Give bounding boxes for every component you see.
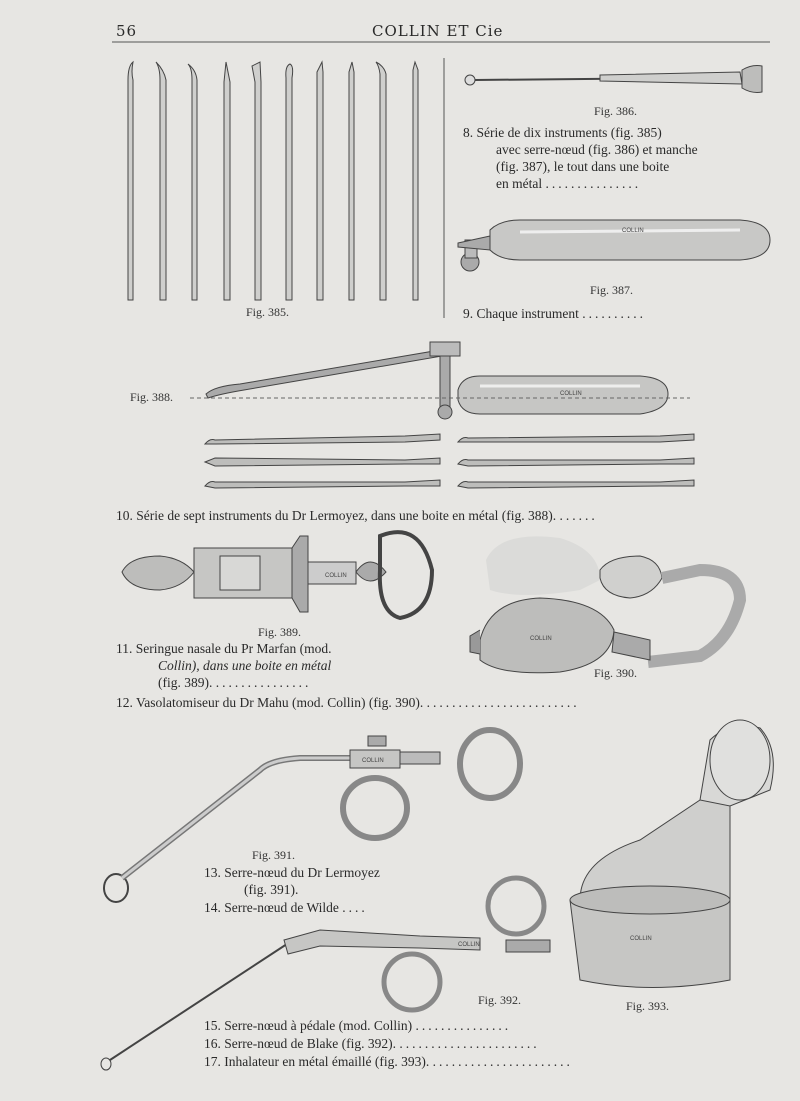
item-14-text: 14. Serre-nœud de Wilde xyxy=(204,900,339,915)
svg-text:COLLIN: COLLIN xyxy=(458,942,480,948)
item-9-leader: .......... xyxy=(582,306,646,321)
item-8-line-3: (fig. 387), le tout dans une boite xyxy=(496,159,670,174)
item-14-leader: .... xyxy=(342,900,368,915)
caption-fig-385: Fig. 385. xyxy=(246,305,290,319)
fig-393-inhaler xyxy=(570,720,773,988)
item-16 xyxy=(204,1035,540,1052)
item-12 xyxy=(116,694,580,711)
svg-text:COLLIN: COLLIN xyxy=(560,391,582,397)
item-14 xyxy=(204,899,368,916)
svg-text:COLLIN: COLLIN xyxy=(622,228,644,234)
item-13-line-2 xyxy=(244,881,298,898)
caption-fig-389: Fig. 389. xyxy=(258,625,302,639)
item-11-leader: ............... xyxy=(215,675,312,690)
page-number: 56 xyxy=(116,22,138,40)
item-17 xyxy=(204,1053,573,1070)
item-9-text: 9. Chaque instrument xyxy=(463,306,579,321)
item-15 xyxy=(204,1017,511,1034)
item-10-text: 10. Série de sept instruments du Dr Lermoyez, dans une boite en métal (fig. 388). xyxy=(116,508,557,523)
item-11-line-1: 11. Seringue nasale du Pr Marfan (mod. xyxy=(116,641,332,656)
caption-fig-393: Fig. 393. xyxy=(626,999,670,1013)
item-12-leader: ........................ xyxy=(426,695,580,710)
item-8-leader: ............... xyxy=(545,176,642,191)
item-13-text: (fig. 391). xyxy=(244,882,299,897)
svg-text:COLLIN: COLLIN xyxy=(630,936,652,942)
item-16-leader: ...................... xyxy=(399,1036,540,1051)
caption-fig-387: Fig. 387. xyxy=(590,283,634,297)
item-8-line-1: 8. Série de dix instruments (fig. 385) xyxy=(463,125,662,140)
svg-text:COLLIN: COLLIN xyxy=(362,758,384,764)
item-10-leader: ...... xyxy=(559,508,598,523)
item-9 xyxy=(463,305,646,322)
fig-388-lermoyez-set xyxy=(190,342,694,488)
caption-fig-388: Fig. 388. xyxy=(130,390,174,404)
item-11-line-2: Collin), dans une boite en métal xyxy=(158,658,332,673)
item-8-line-4 xyxy=(496,175,641,192)
fig-390-atomizer xyxy=(470,536,740,672)
item-8-text: en métal xyxy=(496,176,543,191)
caption-fig-390: Fig. 390. xyxy=(594,666,638,680)
fig-389-syringe xyxy=(122,532,432,618)
fig-385-instruments xyxy=(128,62,418,300)
fig-387-handle xyxy=(458,220,770,271)
item-11-line-3 xyxy=(158,674,311,691)
caption-fig-392: Fig. 392. xyxy=(478,993,522,1007)
item-10 xyxy=(116,507,598,524)
item-17-leader: ...................... xyxy=(432,1054,573,1069)
fig-386-snare xyxy=(465,66,762,93)
item-17-text: 17. Inhalateur en métal émaillé (fig. 393). xyxy=(204,1054,430,1069)
svg-text:COLLIN: COLLIN xyxy=(325,573,347,579)
svg-text:COLLIN: COLLIN xyxy=(530,636,552,642)
item-15-text: 15. Serre-nœud à pédale (mod. Collin) xyxy=(204,1018,413,1033)
item-11-text: (fig. 389). xyxy=(158,675,213,690)
caption-fig-386: Fig. 386. xyxy=(594,104,638,118)
item-12-text: 12. Vasolatomiseur du Dr Mahu (mod. Collin) (fig. 390). xyxy=(116,695,424,710)
item-13-line-1: 13. Serre-nœud du Dr Lermoyez xyxy=(204,865,380,880)
page-header-title: COLLIN ET Cie xyxy=(372,22,504,40)
item-15-leader: ............... xyxy=(415,1018,512,1033)
caption-fig-391: Fig. 391. xyxy=(252,848,296,862)
item-16-text: 16. Serre-nœud de Blake (fig. 392). xyxy=(204,1036,396,1051)
item-8-line-2: avec serre-nœud (fig. 386) et manche xyxy=(496,142,698,157)
